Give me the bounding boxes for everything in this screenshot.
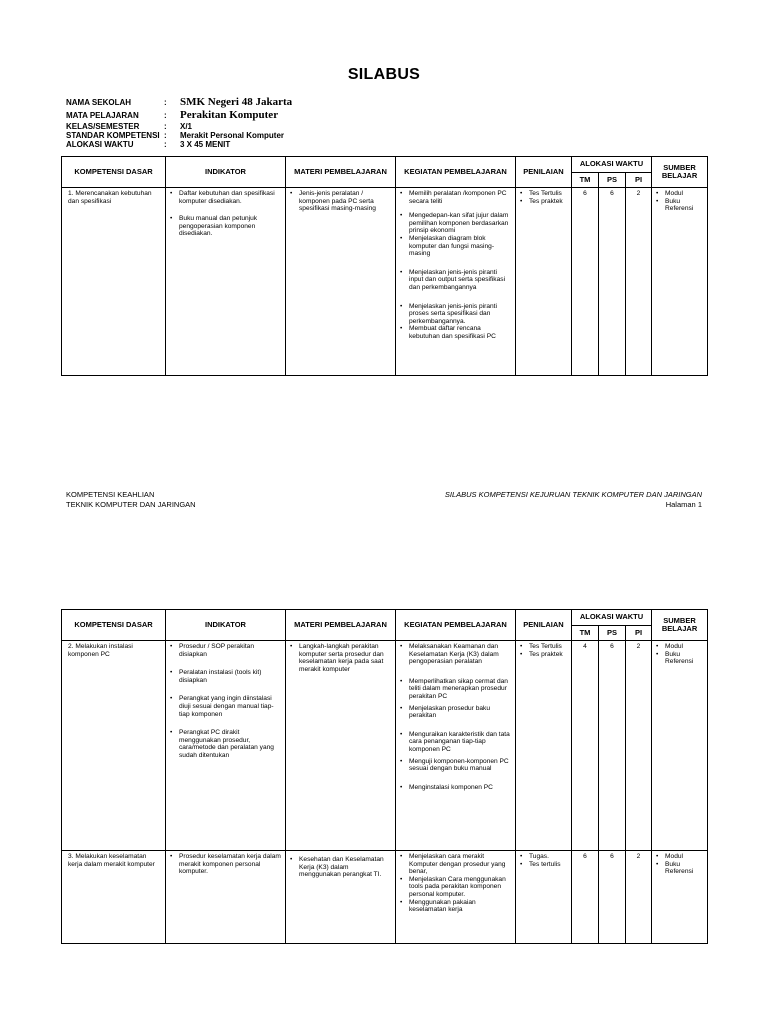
list-item: • Menjelaskan jenis-jenis piranti input dan output serta spesifikasi dan perkembangannya <box>399 269 512 292</box>
header-kegiatan: KEGIATAN PEMBELAJARAN <box>396 610 516 641</box>
list-item: • Melaksanakan Keamanan dan Keselamatan Kerja (K3) dalam pengoperasian peralatan <box>399 643 512 666</box>
header-penilaian: PENILAIAN <box>516 157 572 188</box>
list-item: • Memperlihatkan sikap cermat dan teliti dalam menerapkan prosedur perakitan PC <box>399 678 512 701</box>
ps-cell: 6 <box>599 851 626 944</box>
list-item: • Menginstalasi komponen PC <box>399 784 512 792</box>
header-sumber-belajar: SUMBER BELAJAR <box>652 157 708 188</box>
footer-competency: KOMPETENSI KEAHLIAN <box>66 490 155 499</box>
info-value: 3 X 45 MENIT <box>180 140 231 149</box>
ps-cell: 6 <box>599 188 626 376</box>
list-item: • Menjelaskan Cara menggunakan tools pada perakitan komponen personal komputer. <box>399 876 512 899</box>
materi-cell <box>286 641 396 851</box>
table-row <box>62 641 708 851</box>
penilaian-cell <box>516 851 572 944</box>
header-indikator: INDIKATOR <box>166 610 286 641</box>
list-item: • Langkah-langkah perakitan komputer serta prosedur dan keselamatan kerja pada saat merakit komputer <box>289 643 392 673</box>
list-item: • Modul <box>655 190 704 198</box>
info-value: SMK Negeri 48 Jakarta <box>180 96 293 108</box>
indikator-cell <box>166 641 286 851</box>
list-item: • Menjelaskan prosedur baku perakitan <box>399 705 512 720</box>
tm-cell: 6 <box>572 851 599 944</box>
list-item: • Tes praktek <box>519 651 568 659</box>
header-indikator: INDIKATOR <box>166 157 286 188</box>
list-item: • Modul <box>655 853 704 861</box>
list-item: • Membuat daftar rencana kebutuhan dan spesifikasi PC <box>399 325 512 340</box>
footer-right <box>445 490 702 510</box>
kegiatan-cell <box>396 641 516 851</box>
sumber-cell <box>652 851 708 944</box>
header-tm: TM <box>572 173 599 188</box>
header-ps: PS <box>599 626 626 641</box>
sumber-cell <box>652 641 708 851</box>
list-item: • Tugas. <box>519 853 568 861</box>
info-colon: : <box>164 122 167 131</box>
list-item: • Menguraikan karakteristik dan tata cara penanganan tiap-tiap komponen PC <box>399 731 512 754</box>
list-item: • Menggunakan pakaian keselamatan kerja <box>399 899 512 914</box>
list-item: • Buku Referensi <box>655 651 704 666</box>
info-value: Perakitan Komputer <box>180 109 279 121</box>
info-value: Merakit Personal Komputer <box>180 131 285 140</box>
header-ps: PS <box>599 173 626 188</box>
materi-cell <box>286 188 396 376</box>
header-pi: PI <box>626 626 652 641</box>
info-label: KELAS/SEMESTER <box>66 122 140 131</box>
footer-program: TEKNIK KOMPUTER DAN JARINGAN <box>66 500 196 509</box>
list-item: • Tes Tertulis <box>519 190 568 198</box>
list-item: • Prosedur / SOP perakitan disiapkan <box>169 643 282 658</box>
document-title: SILABUS <box>347 66 421 83</box>
kompetensi-dasar-cell: 3. Melakukan keselamatan kerja dalam merakit komputer <box>62 851 166 944</box>
list-item: • Tes tertulis <box>519 861 568 869</box>
info-label: STANDAR KOMPETENSI <box>66 131 160 140</box>
header-sumber-belajar: SUMBER BELAJAR <box>652 610 708 641</box>
list-item: • Menjelaskan diagram blok komputer dan fungsi masing-masing <box>399 235 512 258</box>
indikator-cell <box>166 188 286 376</box>
header-kompetensi-dasar: KOMPETENSI DASAR <box>62 610 166 641</box>
syllabus-table-page-1 <box>61 156 708 376</box>
list-item: • Memilih peralatan /komponen PC secara teliti <box>399 190 512 205</box>
info-value: X/1 <box>180 122 193 131</box>
info-label: NAMA SEKOLAH <box>66 98 132 107</box>
list-item: • Menjelaskan cara merakit Komputer dengan prosedur yang benar, <box>399 853 512 876</box>
list-item: • Kesehatan dan Keselamatan Kerja (K3) dalam menggunakan perangkat TI. <box>289 856 392 879</box>
header-alokasi-waktu: ALOKASI WAKTU <box>572 610 652 626</box>
footer-left <box>66 490 196 510</box>
list-item: • Perangkat yang ingin diinstalasi diuji sesuai dengan manual tiap-tiap komponen <box>169 695 282 718</box>
indikator-cell <box>166 851 286 944</box>
header-pi: PI <box>626 173 652 188</box>
header-kompetensi-dasar: KOMPETENSI DASAR <box>62 157 166 188</box>
header-penilaian: PENILAIAN <box>516 610 572 641</box>
penilaian-cell <box>516 188 572 376</box>
kompetensi-dasar-cell: 1. Merencanakan kebutuhan dan spesifikasi <box>62 188 166 376</box>
syllabus-table-page-2 <box>61 609 708 944</box>
list-item: • Mengedepan-kan sifat jujur dalam pemilihan komponen berdasarkan prinsip ekonomi <box>399 212 512 235</box>
kegiatan-cell <box>396 851 516 944</box>
list-item: • Modul <box>655 643 704 651</box>
info-label: MATA PELAJARAN <box>66 111 139 120</box>
info-row-class <box>66 122 292 131</box>
list-item: • Tes Tertulis <box>519 643 568 651</box>
list-item: • Perangkat PC dirakit menggunakan prosedur, cara/metode dan peralatan yang sudah ditentukan <box>169 729 282 759</box>
materi-cell <box>286 851 396 944</box>
list-item: • Daftar kebutuhan dan spesifikasi komputer disediakan. <box>169 190 282 205</box>
pi-cell: 2 <box>626 641 652 851</box>
table-row <box>62 188 708 376</box>
header-materi: MATERI PEMBELAJARAN <box>286 157 396 188</box>
list-item: • Jenis-jenis peralatan / komponen pada PC serta spesifikasi masing-masing <box>289 190 392 213</box>
info-label: ALOKASI WAKTU <box>66 140 134 149</box>
school-info <box>66 96 292 149</box>
table-row <box>62 851 708 944</box>
penilaian-cell <box>516 641 572 851</box>
info-colon: : <box>164 140 167 149</box>
header-kegiatan: KEGIATAN PEMBELAJARAN <box>396 157 516 188</box>
list-item: • Prosedur keselamatan kerja dalam merakit komponen personal komputer. <box>169 853 282 876</box>
list-item: • Menguji komponen-komponen PC sesuai dengan buku manual <box>399 758 512 773</box>
tm-cell: 4 <box>572 641 599 851</box>
kegiatan-cell <box>396 188 516 376</box>
kompetensi-dasar-cell: 2. Melakukan instalasi komponen PC <box>62 641 166 851</box>
footer-document-name: SILABUS KOMPETENSI KEJURUAN TEKNIK KOMPUTER DAN JARINGAN <box>444 490 702 499</box>
info-row-time <box>66 140 292 149</box>
list-item: • Tes praktek <box>519 198 568 206</box>
info-colon: : <box>164 131 167 140</box>
list-item: • Peralatan instalasi (tools kit) disiapkan <box>169 669 282 684</box>
header-tm: TM <box>572 626 599 641</box>
pi-cell: 2 <box>626 851 652 944</box>
info-colon: : <box>164 111 167 120</box>
header-alokasi-waktu: ALOKASI WAKTU <box>572 157 652 173</box>
list-item: • Buku Referensi <box>655 861 704 876</box>
info-row-school <box>66 96 292 109</box>
header-materi: MATERI PEMBELAJARAN <box>286 610 396 641</box>
footer-page-number: Halaman 1 <box>665 500 702 509</box>
tm-cell: 6 <box>572 188 599 376</box>
info-row-standard <box>66 131 292 140</box>
ps-cell: 6 <box>599 641 626 851</box>
sumber-cell <box>652 188 708 376</box>
info-row-subject <box>66 109 292 122</box>
list-item: • Buku manual dan petunjuk pengoperasian komponen disediakan. <box>169 215 282 238</box>
list-item: • Menjelaskan jenis-jenis piranti proses serta spesifikasi dan perkembangannya. <box>399 303 512 326</box>
info-colon: : <box>164 98 167 107</box>
pi-cell: 2 <box>626 188 652 376</box>
list-item: • Buku Referensi <box>655 198 704 213</box>
